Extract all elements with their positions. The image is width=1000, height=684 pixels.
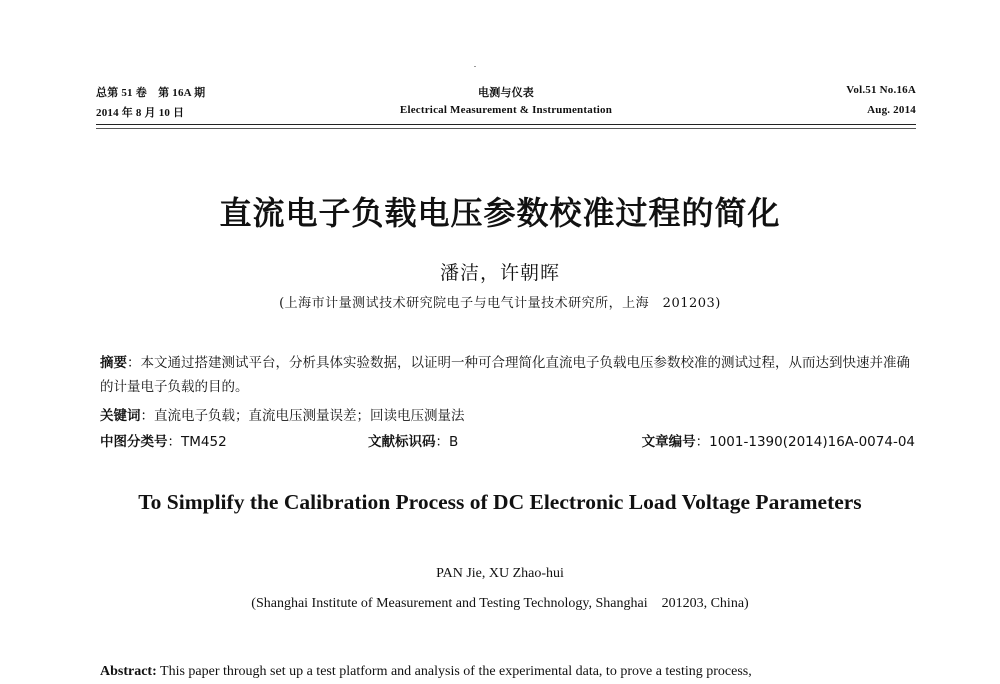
abstract-cn-label: 摘要 (100, 355, 127, 371)
abstract-cn (100, 351, 915, 399)
classification-row (100, 430, 915, 450)
header-vol-no: Vol.51 No.16A (846, 84, 916, 96)
keywords-cn-text: ：直流电子负载；直流电压测量误差；回读电压测量法 (140, 408, 465, 424)
abstract-cn-text: ：本文通过搭建测试平台，分析具体实验数据，以证明一种可合理简化直流电子负载电压参数校准的测试过程，从而达到快速并准确的计量电子负载的目的。 (100, 355, 910, 395)
doc-code-label: 文献标识码 (368, 434, 436, 450)
article-no-label: 文章编号 (641, 434, 696, 450)
abstract-en-label: Abstract: (100, 664, 157, 679)
document-code (368, 430, 458, 450)
abstract-en (100, 664, 915, 680)
affiliation-en: (Shanghai Institute of Measurement and Testing Technology, Shanghai 201203, China) (251, 596, 749, 611)
doc-code-value: ：B (435, 434, 459, 450)
article-no-value: ：1001-1390(2014)16A-0074-04 (695, 434, 915, 450)
clc-number (100, 430, 227, 450)
scan-speck (474, 66, 476, 67)
keywords-cn (100, 406, 915, 426)
clc-value: ：TM452 (167, 434, 227, 450)
abstract-en-text: This paper through set up a test platform and analysis of the experimental data, to prove a testing process, (156, 664, 752, 679)
header-journal-en: Electrical Measurement & Instrumentation (399, 104, 613, 116)
authors-cn: 潘洁，许朝晖 (439, 262, 560, 284)
page-title-cn: 直流电子负载电压参数校准过程的简化 (219, 194, 781, 232)
header-journal-cn: 电测与仪表 (478, 87, 534, 99)
header-volume-issue: 总第 51 卷 第 16A 期 (96, 87, 206, 99)
header-date: 2014 年 8 月 10 日 (96, 107, 185, 119)
page-title-en: To Simplify the Calibration Process of DC Electronic Load Voltage Parameters (138, 490, 862, 514)
article-number (642, 430, 915, 450)
header-rule-thin (96, 128, 916, 129)
running-header (96, 84, 916, 124)
keywords-cn-label: 关键词 (100, 408, 141, 424)
affiliation-cn: (上海市计量测试技术研究院电子与电气计量技术研究所，上海 201203) (279, 296, 721, 311)
header-month-year: Aug. 2014 (867, 104, 916, 116)
authors-en: PAN Jie, XU Zhao-hui (436, 566, 564, 581)
header-rule (96, 124, 916, 125)
clc-label: 中图分类号 (100, 434, 168, 450)
